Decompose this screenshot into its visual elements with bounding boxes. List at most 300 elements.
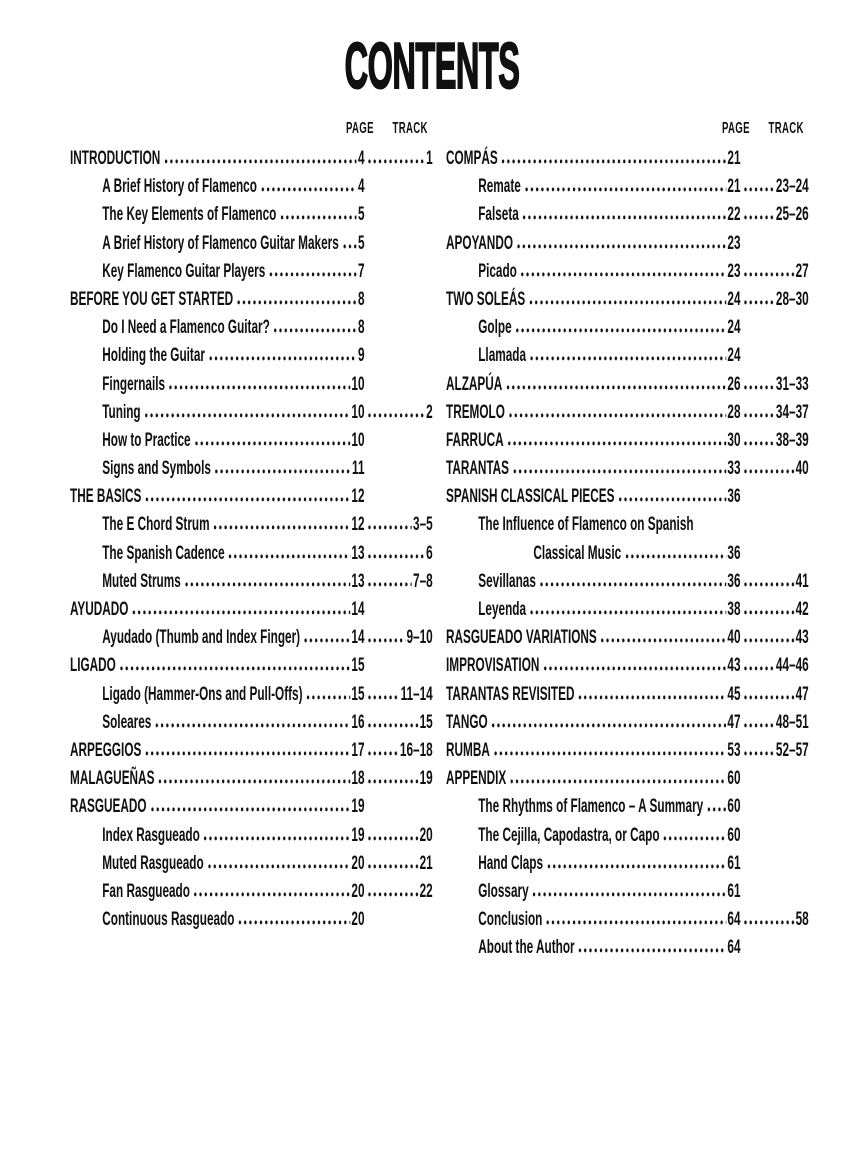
dot-leader <box>545 920 726 925</box>
entry-label: Leyenda <box>478 599 527 620</box>
track-zone <box>741 204 809 226</box>
section-label: TARANTAS <box>446 458 510 480</box>
track-number: 19 <box>419 768 433 790</box>
dot-leader <box>203 836 350 841</box>
toc-subentry-row <box>70 684 433 712</box>
track-number: 7–8 <box>413 570 433 592</box>
track-number: 44–46 <box>775 655 809 677</box>
column-headers <box>70 120 433 148</box>
page-number: 21 <box>727 176 741 198</box>
page-number: 47 <box>727 711 741 733</box>
dot-leader <box>213 525 350 530</box>
track-dot-leader <box>367 582 412 587</box>
page-number: 60 <box>727 768 741 790</box>
entry-label: Fan Rasgueado <box>102 880 190 902</box>
track-zone <box>741 289 809 311</box>
page-number: 61 <box>727 880 741 902</box>
toc-rows-right <box>446 148 809 965</box>
track-zone <box>741 712 809 734</box>
dot-leader <box>600 638 726 643</box>
entry-label: Golpe <box>478 317 512 339</box>
entry-label: Remate <box>478 176 521 198</box>
dot-leader <box>618 497 727 502</box>
track-zone <box>365 768 433 790</box>
entry-label: Llamada <box>478 345 527 367</box>
entry-label: A Brief History of Flamenco <box>102 176 257 198</box>
track-dot-leader <box>743 666 775 671</box>
toc-subentry-row <box>70 233 433 261</box>
track-number: 6 <box>426 542 433 564</box>
track-zone <box>741 261 809 283</box>
dot-leader <box>505 385 726 390</box>
page-number: 53 <box>727 739 741 761</box>
dot-leader <box>493 751 726 756</box>
toc-section-row <box>446 233 809 261</box>
track-number: 1 <box>426 148 433 169</box>
section-label: RASGUEADO <box>70 796 147 818</box>
track-dot-leader <box>743 920 794 925</box>
track-dot-leader <box>743 300 775 305</box>
page-number: 64 <box>727 909 741 931</box>
track-number: 28–30 <box>775 288 809 310</box>
track-number: 15 <box>419 711 433 733</box>
dot-leader <box>507 441 726 446</box>
track-zone <box>365 684 433 706</box>
toc-section-row <box>70 768 433 796</box>
track-zone <box>365 402 433 424</box>
toc-subentry-row <box>446 937 809 965</box>
track-dot-leader <box>743 695 794 700</box>
entry-label: Index Rasgueado <box>102 824 200 846</box>
page-number: 5 <box>357 232 365 254</box>
track-dot-leader <box>367 554 425 559</box>
toc-section-row <box>446 655 809 683</box>
dot-leader <box>228 554 350 559</box>
toc-subentry-row <box>446 881 809 909</box>
entry-label: Continuous Rasgueado <box>102 909 235 931</box>
dot-leader <box>624 554 726 559</box>
track-zone <box>365 881 433 903</box>
dot-leader <box>342 244 357 249</box>
page-number: 45 <box>727 683 741 705</box>
toc-subentry-row <box>446 543 809 571</box>
toc-section-row <box>446 289 809 317</box>
section-label: RUMBA <box>446 739 490 761</box>
track-number: 52–57 <box>775 739 809 761</box>
page-number: 23 <box>727 260 741 282</box>
page-number: 12 <box>351 514 365 536</box>
track-dot-leader <box>367 695 399 700</box>
toc-section-row <box>70 148 433 176</box>
dot-leader <box>515 328 726 333</box>
toc-section-row <box>446 768 809 796</box>
toc-rows-left <box>70 148 433 937</box>
page-number: 15 <box>351 655 365 677</box>
entry-label: A Brief History of Flamenco Guitar Makers <box>102 232 339 254</box>
page-number: 30 <box>727 429 741 451</box>
track-dot-leader <box>367 638 405 643</box>
toc-subentry-row <box>70 712 433 740</box>
track-zone <box>741 627 809 649</box>
toc-section-row <box>70 740 433 768</box>
page-number: 28 <box>727 401 741 423</box>
toc-subentry-row <box>70 514 433 542</box>
page-number: 36 <box>727 542 741 564</box>
dot-leader <box>144 413 350 418</box>
toc-subentry-row <box>446 345 809 373</box>
dot-leader <box>238 920 351 925</box>
track-number: 9–10 <box>406 627 433 649</box>
track-dot-leader <box>743 610 794 615</box>
track-zone <box>741 684 809 706</box>
toc-subentry-row <box>70 571 433 599</box>
dot-leader <box>132 610 351 615</box>
page-number: 12 <box>351 486 365 508</box>
section-label: LIGADO <box>70 655 116 677</box>
page-number: 10 <box>351 373 365 395</box>
toc-subentry-row <box>446 514 809 542</box>
page-number: 33 <box>727 458 741 480</box>
dot-leader <box>578 948 726 953</box>
dot-leader <box>144 751 350 756</box>
track-zone <box>741 740 809 762</box>
section-label: IMPROVISATION <box>446 655 540 677</box>
track-dot-leader <box>743 441 775 446</box>
toc-section-row <box>446 712 809 740</box>
page-number: 21 <box>727 148 741 169</box>
track-zone <box>365 514 433 536</box>
section-label: SPANISH CLASSICAL PIECES <box>446 486 615 508</box>
entry-label: The E Chord Strum <box>102 514 210 536</box>
dot-leader <box>163 159 356 164</box>
dot-leader <box>546 864 726 869</box>
track-number: 23–24 <box>775 176 809 198</box>
track-dot-leader <box>743 385 775 390</box>
section-label: BEFORE YOU GET STARTED <box>70 288 234 310</box>
track-column-header: TRACK <box>392 120 428 137</box>
dot-leader <box>168 385 350 390</box>
section-label: ARPEGGIOS <box>70 739 142 761</box>
dot-leader <box>528 300 726 305</box>
toc-subentry-row <box>70 909 433 937</box>
toc-subentry-row <box>446 317 809 345</box>
track-zone <box>365 712 433 734</box>
toc-section-row <box>446 458 809 486</box>
track-number: 40 <box>795 458 809 480</box>
entry-label: The Spanish Cadence <box>102 542 225 564</box>
track-dot-leader <box>367 779 418 784</box>
toc-subentry-row <box>70 853 433 881</box>
page-column-header: PAGE <box>346 120 374 137</box>
dot-leader <box>154 723 350 728</box>
dot-leader <box>193 892 350 897</box>
track-dot-leader <box>743 272 794 277</box>
track-zone <box>365 853 433 875</box>
dot-leader <box>144 497 350 502</box>
track-zone <box>365 543 433 565</box>
page-number: 19 <box>351 796 365 818</box>
column-headers <box>446 120 809 148</box>
dot-leader <box>273 328 357 333</box>
page-number: 18 <box>351 768 365 790</box>
entry-label: Ligado (Hammer-Ons and Pull-Offs) <box>102 683 303 705</box>
entry-label: About the Author <box>478 937 575 959</box>
track-zone <box>365 825 433 847</box>
page-column-header: PAGE <box>722 120 750 137</box>
dot-leader <box>509 779 726 784</box>
dot-leader <box>150 807 350 812</box>
track-dot-leader <box>743 469 794 474</box>
page-number: 23 <box>727 232 741 254</box>
toc-section-row <box>446 627 809 655</box>
dot-leader <box>306 695 351 700</box>
track-number: 48–51 <box>775 711 809 733</box>
dot-leader <box>194 441 350 446</box>
track-zone <box>365 740 433 762</box>
toc-subentry-row <box>446 204 809 232</box>
dot-leader <box>663 836 726 841</box>
track-number: 27 <box>795 260 809 282</box>
dot-leader <box>524 187 726 192</box>
page-number: 38 <box>727 599 741 620</box>
page-number: 61 <box>727 852 741 874</box>
dot-leader <box>501 159 726 164</box>
section-label: FARRUCA <box>446 429 504 451</box>
dot-leader <box>279 215 356 220</box>
dot-leader <box>236 300 356 305</box>
track-dot-leader <box>367 751 399 756</box>
track-dot-leader <box>743 638 794 643</box>
entry-label: The Key Elements of Flamenco <box>102 204 277 226</box>
track-column-header: TRACK <box>768 120 804 137</box>
track-number: 58 <box>795 909 809 931</box>
dot-leader <box>184 582 350 587</box>
page-number: 20 <box>351 852 365 874</box>
toc-section-row <box>446 402 809 430</box>
dot-leader <box>539 582 726 587</box>
dot-leader <box>516 244 726 249</box>
track-number: 11–14 <box>400 683 433 705</box>
track-zone <box>741 176 809 198</box>
page-number: 19 <box>351 824 365 846</box>
track-dot-leader <box>367 892 418 897</box>
toc-subentry-row <box>70 204 433 232</box>
section-label: TARANTAS REVISITED <box>446 683 575 705</box>
track-zone <box>741 599 809 621</box>
dot-leader <box>532 892 726 897</box>
page-number: 13 <box>351 542 365 564</box>
entry-label: The Influence of Flamenco on Spanish <box>478 514 694 536</box>
entry-label: The Rhythms of Flamenco – A Summary <box>478 796 704 818</box>
toc-subentry-row <box>446 261 809 289</box>
section-label: TREMOLO <box>446 401 505 423</box>
track-zone <box>741 402 809 424</box>
toc-subentry-row <box>446 853 809 881</box>
toc-section-row <box>70 289 433 317</box>
toc-section-row <box>446 148 809 176</box>
entry-label: Fingernails <box>102 373 166 395</box>
page-number: 24 <box>727 317 741 339</box>
entry-label: Sevillanas <box>478 570 536 592</box>
section-label: ALZAPÚA <box>446 373 503 395</box>
toc-section-row <box>446 740 809 768</box>
track-zone <box>741 458 809 480</box>
track-dot-leader <box>367 864 418 869</box>
dot-leader <box>522 215 726 220</box>
track-zone <box>365 627 433 649</box>
page-number: 5 <box>357 204 365 226</box>
dot-leader <box>119 666 350 671</box>
toc-section-row <box>70 599 433 627</box>
page-number: 43 <box>727 655 741 677</box>
dot-leader <box>207 864 350 869</box>
track-number: 43 <box>795 627 809 649</box>
dot-leader <box>520 272 726 277</box>
page-number: 14 <box>351 627 365 649</box>
track-number: 25–26 <box>775 204 809 226</box>
toc-section-row <box>70 796 433 824</box>
page-number: 64 <box>727 937 741 959</box>
toc-section-row <box>70 486 433 514</box>
dot-leader <box>578 695 727 700</box>
page-number: 16 <box>351 711 365 733</box>
track-dot-leader <box>743 582 794 587</box>
page-number: 8 <box>357 288 365 310</box>
toc-section-row <box>446 430 809 458</box>
entry-label: Hand Claps <box>478 852 544 874</box>
toc-column-left <box>70 120 433 937</box>
track-number: 22 <box>419 880 433 902</box>
dot-leader <box>260 187 357 192</box>
dot-leader <box>529 610 726 615</box>
dot-leader <box>706 807 726 812</box>
section-label: APPENDIX <box>446 768 507 790</box>
section-label: COMPÁS <box>446 148 498 169</box>
entry-label: Soleares <box>102 711 152 733</box>
toc-subentry-row <box>70 345 433 373</box>
section-label: THE BASICS <box>70 486 142 508</box>
page-number: 11 <box>352 458 365 480</box>
entry-label: Falseta <box>478 204 519 226</box>
page-number: 9 <box>357 345 365 367</box>
entry-label: Ayudado (Thumb and Index Finger) <box>102 627 301 649</box>
page-number: 24 <box>727 288 741 310</box>
page-number: 26 <box>727 373 741 395</box>
track-dot-leader <box>367 525 412 530</box>
entry-label: Muted Rasgueado <box>102 852 204 874</box>
toc-subentry-row <box>446 571 809 599</box>
entry-label: The Cejilla, Capodastra, or Capo <box>478 824 660 846</box>
toc-subentry-row <box>70 881 433 909</box>
page-number: 20 <box>351 880 365 902</box>
track-number: 31–33 <box>775 373 809 395</box>
track-zone <box>741 374 809 396</box>
entry-label: Picado <box>478 260 517 282</box>
track-zone <box>741 430 809 452</box>
track-number: 41 <box>795 570 809 592</box>
entry-label: Conclusion <box>478 909 543 931</box>
dot-leader <box>268 272 356 277</box>
entry-label: Glossary <box>478 880 529 902</box>
entry-label: How to Practice <box>102 429 191 451</box>
page-number: 10 <box>351 429 365 451</box>
toc-subentry-row <box>70 261 433 289</box>
track-number: 42 <box>795 599 809 620</box>
toc-subentry-row <box>70 543 433 571</box>
section-label: TWO SOLEÁS <box>446 288 526 310</box>
toc-subentry-row <box>446 796 809 824</box>
track-dot-leader <box>367 413 425 418</box>
track-dot-leader <box>743 751 775 756</box>
entry-label: Key Flamenco Guitar Players <box>102 260 266 282</box>
page-number: 15 <box>351 683 365 705</box>
track-zone <box>365 571 433 593</box>
track-zone <box>741 909 809 931</box>
dot-leader <box>529 356 726 361</box>
page-number: 8 <box>357 317 365 339</box>
dot-leader <box>208 356 357 361</box>
page-number: 24 <box>727 345 741 367</box>
toc-subentry-row <box>70 402 433 430</box>
toc-section-row <box>446 486 809 514</box>
page-number: 4 <box>357 176 365 198</box>
toc-subentry-row <box>446 909 809 937</box>
dot-leader <box>303 638 350 643</box>
toc-subentry-row <box>70 825 433 853</box>
entry-label: Do I Need a Flamenco Guitar? <box>102 317 270 339</box>
page-number: 4 <box>357 148 365 169</box>
page-number: 17 <box>351 739 365 761</box>
page-number: 60 <box>727 796 741 818</box>
track-zone <box>741 655 809 677</box>
page-number: 40 <box>727 627 741 649</box>
toc-subentry-row <box>446 599 809 627</box>
page-number: 36 <box>727 570 741 592</box>
page-number: 7 <box>357 260 365 282</box>
toc-subentry-row <box>70 627 433 655</box>
toc-subentry-row <box>70 176 433 204</box>
track-dot-leader <box>743 723 775 728</box>
page-number: 22 <box>727 204 741 226</box>
toc-subentry-row <box>70 374 433 402</box>
entry-label: Muted Strums <box>102 570 181 592</box>
section-label: RASGUEADO VARIATIONS <box>446 627 597 649</box>
entry-label: Signs and Symbols <box>102 458 211 480</box>
track-number: 47 <box>795 683 809 705</box>
track-zone <box>741 571 809 593</box>
page-title: CONTENTS <box>344 29 520 102</box>
track-number: 38–39 <box>775 429 809 451</box>
dot-leader <box>508 413 726 418</box>
toc-subentry-row <box>70 458 433 486</box>
dot-leader <box>512 469 726 474</box>
section-label: INTRODUCTION <box>70 148 161 169</box>
toc-section-row <box>70 655 433 683</box>
section-label: APOYANDO <box>446 232 513 254</box>
toc-section-row <box>446 374 809 402</box>
entry-label: Classical Music <box>533 542 622 564</box>
dot-leader <box>214 469 351 474</box>
dot-leader <box>542 666 726 671</box>
track-dot-leader <box>367 159 425 164</box>
toc-subentry-row <box>70 430 433 458</box>
toc-subentry-row <box>446 825 809 853</box>
track-number: 2 <box>426 401 433 423</box>
entry-label: Holding the Guitar <box>102 345 205 367</box>
page-number: 36 <box>727 486 741 508</box>
section-label: TANGO <box>446 711 488 733</box>
dot-leader <box>491 723 726 728</box>
